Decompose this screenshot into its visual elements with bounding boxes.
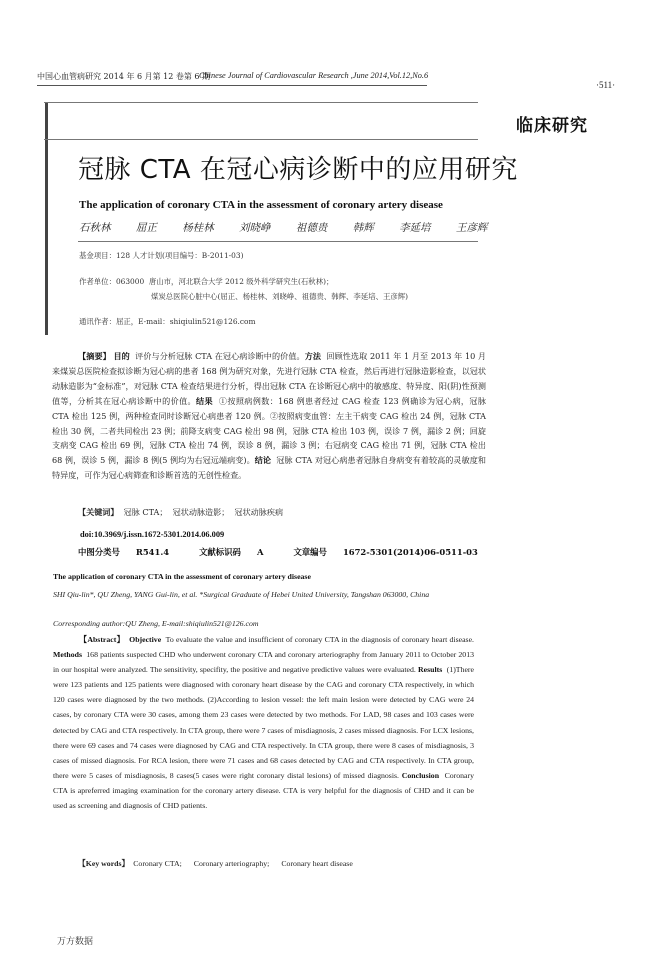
author: 韩辉 [352, 222, 374, 234]
affiliation-label: 作者单位：063000 [79, 277, 145, 286]
corresponding-author-cn: 通讯作者：屈正，E-mail：shiqiulin521@126.com [79, 317, 256, 326]
journal-header-cn: 中国心血管病研究 2014 年 6 月第 12 卷第 6 期 [37, 72, 211, 81]
methods-label-en: Methods [53, 650, 83, 660]
methods-label-cn: 方法 [304, 351, 322, 361]
keyword: Coronary heart disease [281, 859, 353, 868]
keywords-en-label: 【Key words】 [78, 859, 130, 868]
results-label-en: Results [418, 665, 443, 675]
author: 祖德贵 [295, 222, 328, 234]
keyword: Coronary arteriography; [193, 859, 270, 868]
keyword: Coronary CTA; [133, 859, 182, 868]
abstract-en [53, 632, 474, 813]
section-bottom-rule [44, 139, 478, 140]
doi[interactable]: doi:10.3969/j.issn.1672-5301.2014.06.009 [80, 530, 225, 539]
objective-cn: 评价与分析冠脉 CTA 在冠心病诊断中的价值。 [135, 351, 305, 361]
conclusion-cn: 冠脉 CTA 对冠心病患者冠脉自身病变有着较高的灵敏度和特异度，可作为冠心病筛查和诊断首选的无创性检查。 [52, 455, 486, 481]
results-en: (1)There were 123 patients and 125 patients were diagnosed with coronary heart disease by the CAG and coronary CTA respectively, in which 120 cases were diagnosed by the two methods. (2)According to lesion vessel: the left main lesion were detected by CAG were 24 cases, by coronary CTA were 30 cases, among them 23 cases were detected by two methods. For LAD, 98 cases and 103 cases were detected by CAG and CTA respectively. In CTA group, there were 7 cases of misdiagnosis, 2 cases missed diagnosis. For LCX lesions, there were 69 cases and 74 cases were diagnosed by CAG and CTA respectively. In CTA group, there were 8 cases of misdiagnosis, 3 cases of missed diagnosis. For RCA lesion, there were 71 cases and 68 cases detected by CAG and CTA respectively. In CTA group, there were 5 cases of misdiagnosis, 8 cases(5 cases were right coronary distal lesions) of missed diagnosis. [53, 665, 474, 780]
section-label: 临床研究 [516, 116, 588, 136]
conclusion-label-en: Conclusion [401, 770, 440, 780]
conclusion-en: Coronary CTA is apreferred imaging examination for the coronary artery disease. CTA is very helpful for the diagnosis of CHD and it can be used as screening and diagnosis of CHD patients. [53, 770, 475, 811]
article-title-en: The application of coronary CTA in the assessment of coronary artery disease [79, 199, 443, 211]
conclusion-label-cn: 结论 [254, 455, 272, 466]
keywords-cn-label: 【关键词】 [78, 507, 119, 517]
author: 石秋林 [79, 222, 111, 234]
english-authors: SHI Qiu-lin*, QU Zheng, YANG Gui-lin, et al. *Surgical Graduate of Hebei United University, Tangshan 063000, China [53, 590, 430, 599]
english-title: The application of coronary CTA in the assessment of coronary artery disease [53, 572, 311, 581]
keywords-en [78, 858, 353, 869]
affiliation-line-1 [79, 276, 333, 287]
wanfang-watermark: 万方数据 [57, 937, 94, 947]
classification-line [78, 546, 494, 558]
objective-en: To evaluate the value and insufficient of coronary CTA in the diagnosis of coronary heart disease. [165, 635, 475, 644]
author-list [79, 220, 499, 235]
keyword: 冠状动脉疾病 [234, 507, 284, 517]
title-block-left-bar [45, 102, 48, 335]
journal-header-en: Chinese Journal of Cardiovascular Research ,June 2014,Vol.12,No.6 [199, 71, 429, 80]
article-title-cn: 冠脉 CTA 在冠心病诊断中的应用研究 [78, 155, 518, 185]
results-label-cn: 结果 [196, 395, 213, 406]
article-no-value: 1672-5301(2014)06-0511-03 [342, 547, 478, 557]
clc-value: R541.4 [135, 547, 170, 557]
keywords-cn [78, 507, 283, 518]
author: 屈正 [135, 222, 157, 234]
authors-divider [78, 241, 478, 242]
doc-code-value: A [256, 547, 264, 557]
affiliation-line-2: 煤炭总医院心脏中心(屈正、杨桂林、刘晓峥、祖德贵、韩辉、李延培、王彦辉) [151, 292, 409, 301]
keyword: 冠状动脉造影； [172, 507, 230, 517]
section-top-rule [44, 102, 478, 103]
doc-code-label: 文献标识码 [199, 547, 241, 557]
author: 王彦辉 [455, 222, 488, 234]
methods-en: 168 patients suspected CHD who underwent coronary CTA and coronary arteriography from January 2011 to October 2013 in our hospital were analyzed. The sensitivity, specifity, the positive and negative predictive values were evaluated. [53, 650, 474, 675]
author: 刘晓峥 [239, 222, 271, 234]
author: 杨桂林 [182, 222, 214, 234]
english-corresponding-author: Corresponding author:QU Zheng, E-mail:shiqiulin521@126.com [53, 619, 259, 628]
article-no-label: 文章编号 [293, 547, 327, 557]
abstract-cn [52, 349, 486, 483]
clc-label: 中图分类号 [78, 547, 120, 557]
objective-label-en: Objective [129, 635, 162, 644]
methods-cn: 回顾性选取 2011 年 1 月至 2013 年 10 月来煤炭总医院检查拟诊断为冠心病的患者 168 例为研究对象，先进行冠脉 CTA 检查，然后再进行冠脉造影检查，以冠状动脉造影为“金标准”，对冠脉 CTA 检查结果进行分析，得出冠脉 CTA 在诊断冠心病中的敏感度、特异度、阳(阴)性预测值等，分析其在冠心病诊断中的价值。 [52, 351, 486, 406]
abstract-en-label: 【Abstract】 [79, 635, 125, 644]
page-number: ·511· [596, 80, 616, 90]
abstract-cn-label: 【摘要】 [78, 351, 111, 361]
results-cn: ①按照病例数：168 例患者经过 CAG 检查 123 例确诊为冠心病，冠脉 CTA 检出 125 例，两种检查同时诊断冠心病患者 120 例。②按照病变血管：左主干病变 CAG 检出 24 例，冠脉 CTA 检出 30 例，二者共同检出 23 例；前降支病变 CAG 检出 98 例，冠脉 CTA 检出 103 例，误诊 7 例，漏诊 2 例；回旋支病变 CAG 检出 69 例，冠脉 CTA 检出 74 例，误诊 8 例，漏诊 3 例；右冠病变 CAG 检出 71 例，冠脉 CTA 检出 68 例，误诊 5 例，漏诊 8 例(5 例均为右冠远端病变)。 [52, 395, 486, 466]
fund-info: 基金项目：128 人才计划(项目编号：B-2011-03) [79, 251, 244, 260]
affiliation-1: 唐山市，河北联合大学 2012 级外科学研究生(石秋林)； [148, 277, 334, 286]
objective-label-cn: 目的 [113, 351, 130, 361]
header-divider [37, 85, 427, 86]
keyword: 冠脉 CTA； [123, 507, 168, 517]
author: 李延培 [399, 222, 431, 234]
